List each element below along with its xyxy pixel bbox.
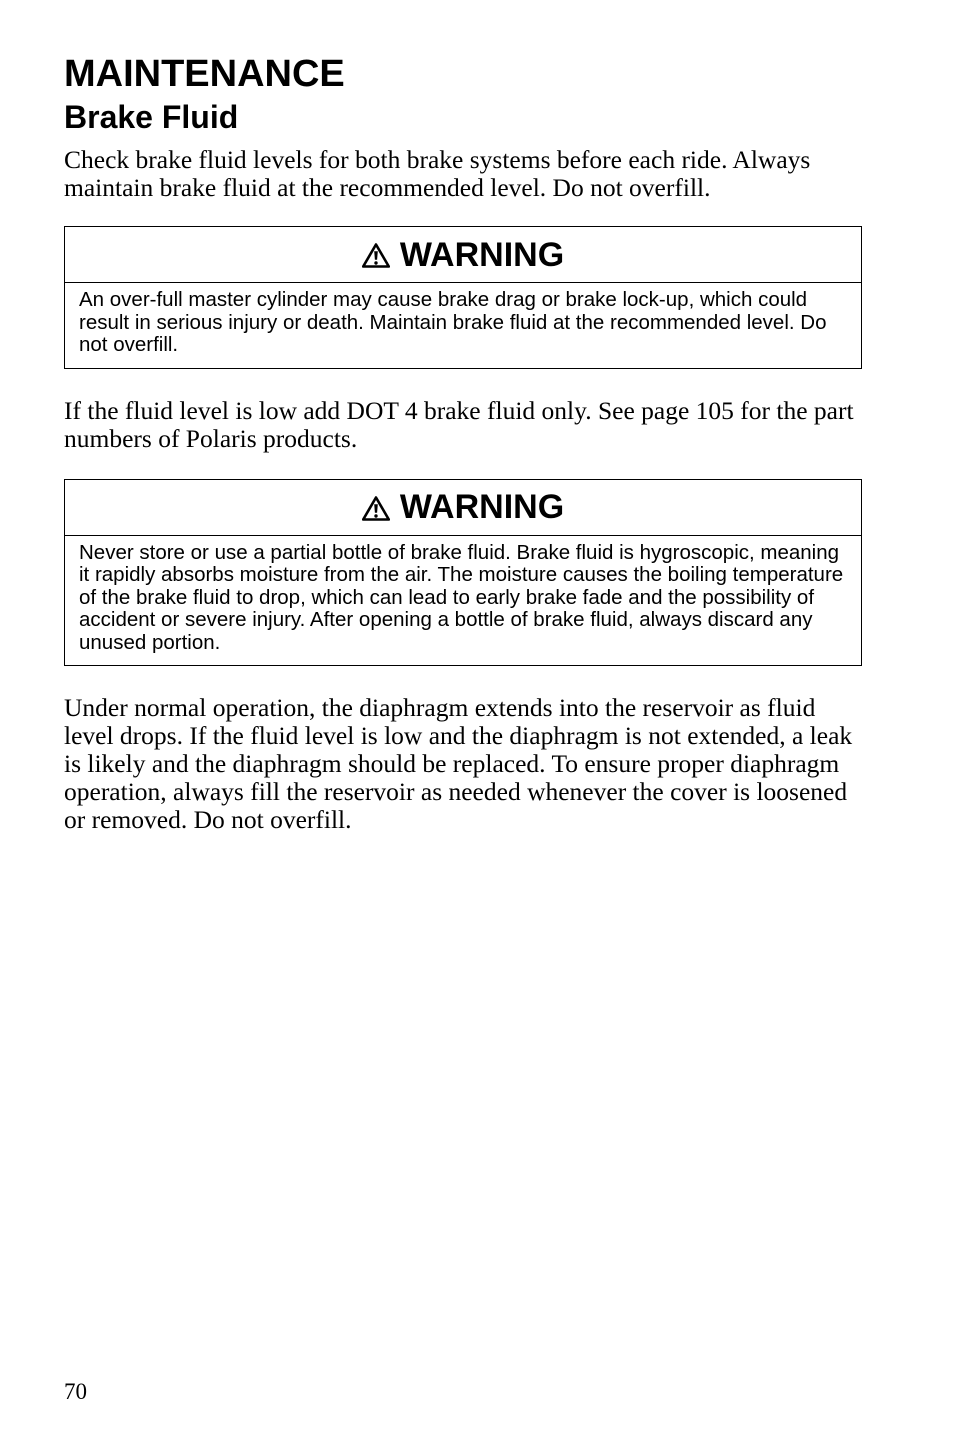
paragraph-diaphragm: Under normal operation, the diaphragm extends into the reservoir as fluid level drops. If the fluid level is low and the diaphragm is not extended, a leak is likely and the diaphragm should be replaced. To ensure proper diaphragm operation, always fill the reservoir as needed whenever the cover is loosened or removed. Do not overfill. [64,693,853,834]
page-content [64,52,864,834]
subsection-title: Brake Fluid [64,99,239,135]
warning-label: WARNING [399,488,565,526]
warning-triangle-icon [362,496,390,521]
warning-text: Never store or use a partial bottle of brake fluid. Brake fluid is hygroscopic, meaning it rapidly absorbs moisture from the air. The moisture causes the boiling temperature of the brake fluid to drop, which can lead to early brake fade and the possibility of accident or severe injury. After opening a bottle of brake fluid, always discard any unused portion. [79,540,844,654]
page-number: 70 [64,1379,87,1404]
warning-header [65,480,861,536]
warning-label: WARNING [399,235,565,274]
warning-text: An over-full master cylinder may cause brake drag or brake lock-up, which could result in serious injury or death. Maintain brake fluid at the recommended level. Do not overfill. [79,288,827,356]
warning-header [65,227,861,283]
section-title: MAINTENANCE [64,53,345,95]
paragraph-check-levels: Check brake fluid levels for both brake systems before each ride. Always maintain brake fluid at the recommended level. Do not overfill. [64,145,811,202]
paragraph-dot4: If the fluid level is low add DOT 4 brake fluid only. See page 105 for the part numbers of Polaris products. [64,395,854,453]
warning-box-partial-bottle [64,479,862,667]
warning-box-overfill [64,226,862,369]
warning-triangle-icon [362,243,390,268]
